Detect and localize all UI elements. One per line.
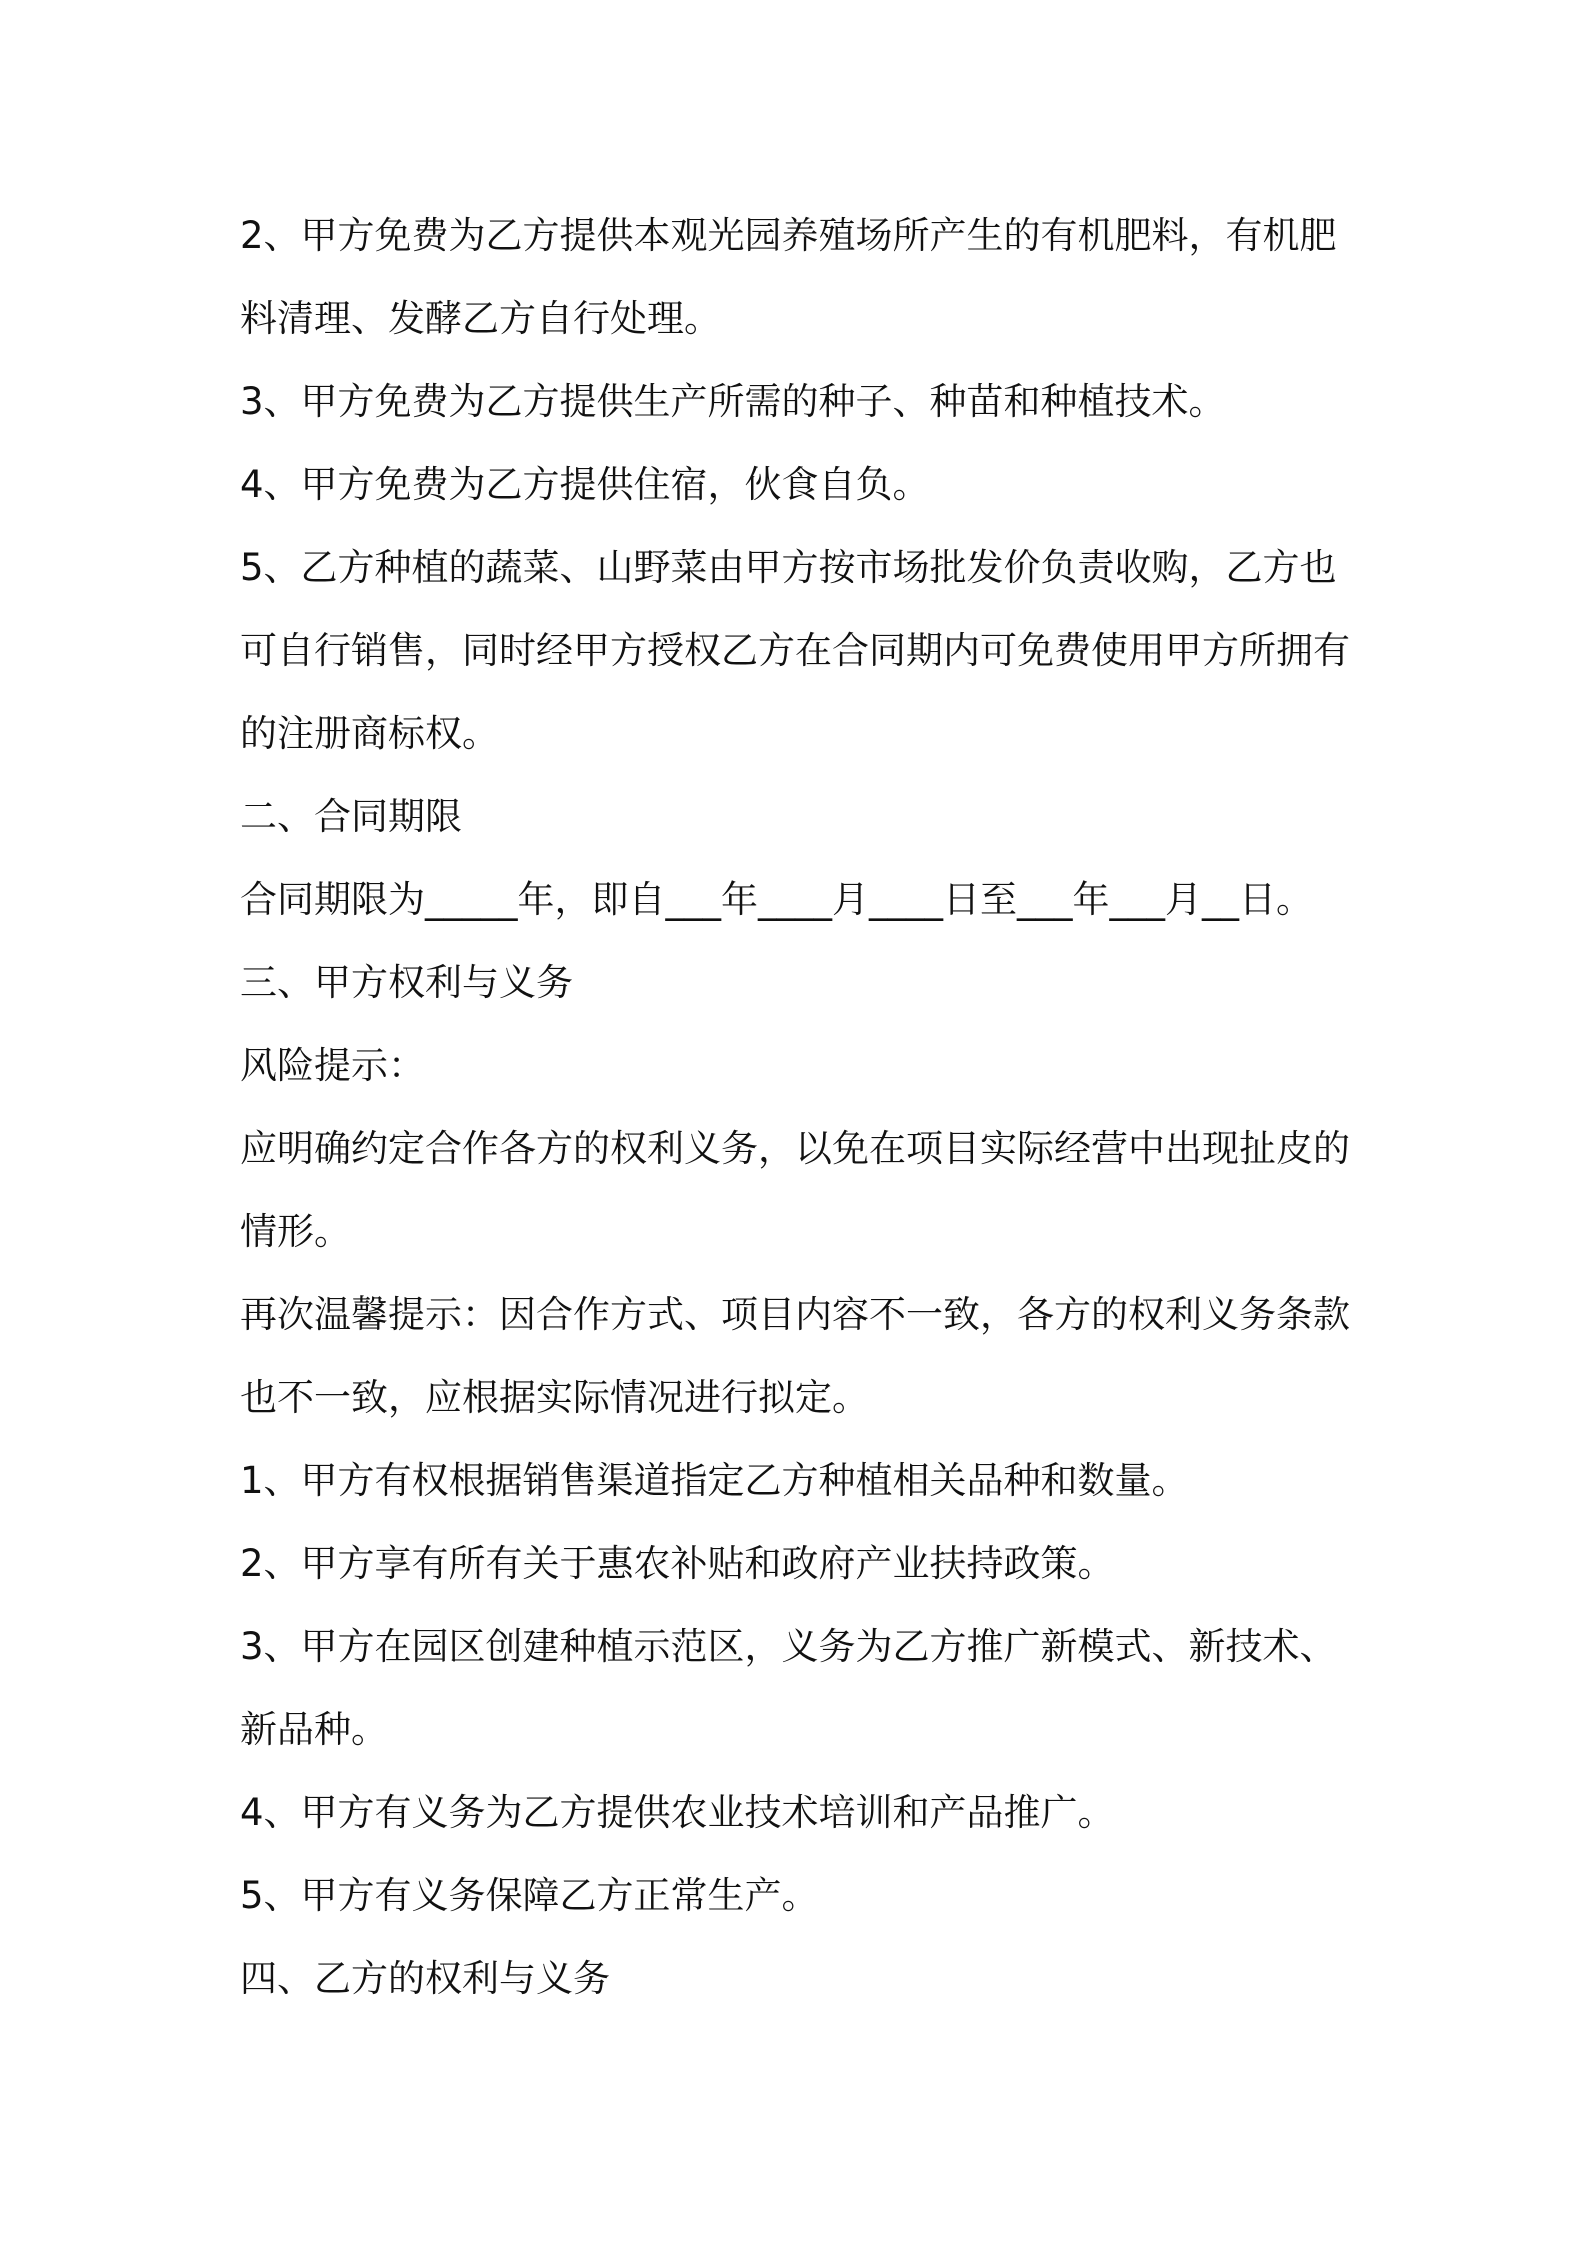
- clause-4: 4、甲方免费为乙方提供住宿，伙食自负。: [240, 463, 930, 506]
- clause-5-line-1: 5、乙方种植的蔬菜、山野菜由甲方按市场批发价负责收购，乙方也: [240, 546, 1337, 589]
- party-a-item-4: 4、甲方有义务为乙方提供农业技术培训和产品推广。: [240, 1791, 1115, 1834]
- section-heading-party-a-rights: 三、甲方权利与义务: [240, 961, 573, 1004]
- clause-2-line-2: 料清理、发酵乙方自行处理。: [240, 297, 721, 340]
- document-body: [240, 194, 1360, 2020]
- reminder-line-2: 也不一致，应根据实际情况进行拟定。: [240, 1376, 869, 1419]
- risk-notice-label: 风险提示：: [240, 1044, 425, 1087]
- clause-2-line-1: 2、甲方免费为乙方提供本观光园养殖场所产生的有机肥料，有机肥: [240, 214, 1337, 257]
- risk-notice-line-2: 情形。: [240, 1210, 351, 1253]
- reminder-line-1: 再次温馨提示：因合作方式、项目内容不一致，各方的权利义务条款: [240, 1293, 1350, 1336]
- party-a-item-1: 1、甲方有权根据销售渠道指定乙方种植相关品种和数量。: [240, 1459, 1189, 1502]
- party-a-item-3-line-1: 3、甲方在园区创建种植示范区，义务为乙方推广新模式、新技术、: [240, 1625, 1337, 1668]
- risk-notice-line-1: 应明确约定合作各方的权利义务，以免在项目实际经营中出现扯皮的: [240, 1127, 1350, 1170]
- party-a-item-2: 2、甲方享有所有关于惠农补贴和政府产业扶持政策。: [240, 1542, 1115, 1585]
- party-a-item-3-line-2: 新品种。: [240, 1708, 388, 1751]
- clause-5-line-3: 的注册商标权。: [240, 712, 499, 755]
- contract-term-text: 合同期限为_____年，即自___年____月____日至___年___月__日。: [240, 878, 1313, 921]
- section-heading-party-b-rights: 四、乙方的权利与义务: [240, 1957, 610, 2000]
- clause-5-line-2: 可自行销售，同时经甲方授权乙方在合同期内可免费使用甲方所拥有: [240, 629, 1350, 672]
- section-heading-contract-term: 二、合同期限: [240, 795, 462, 838]
- clause-3: 3、甲方免费为乙方提供生产所需的种子、种苗和种植技术。: [240, 380, 1226, 423]
- party-a-item-5: 5、甲方有义务保障乙方正常生产。: [240, 1874, 819, 1917]
